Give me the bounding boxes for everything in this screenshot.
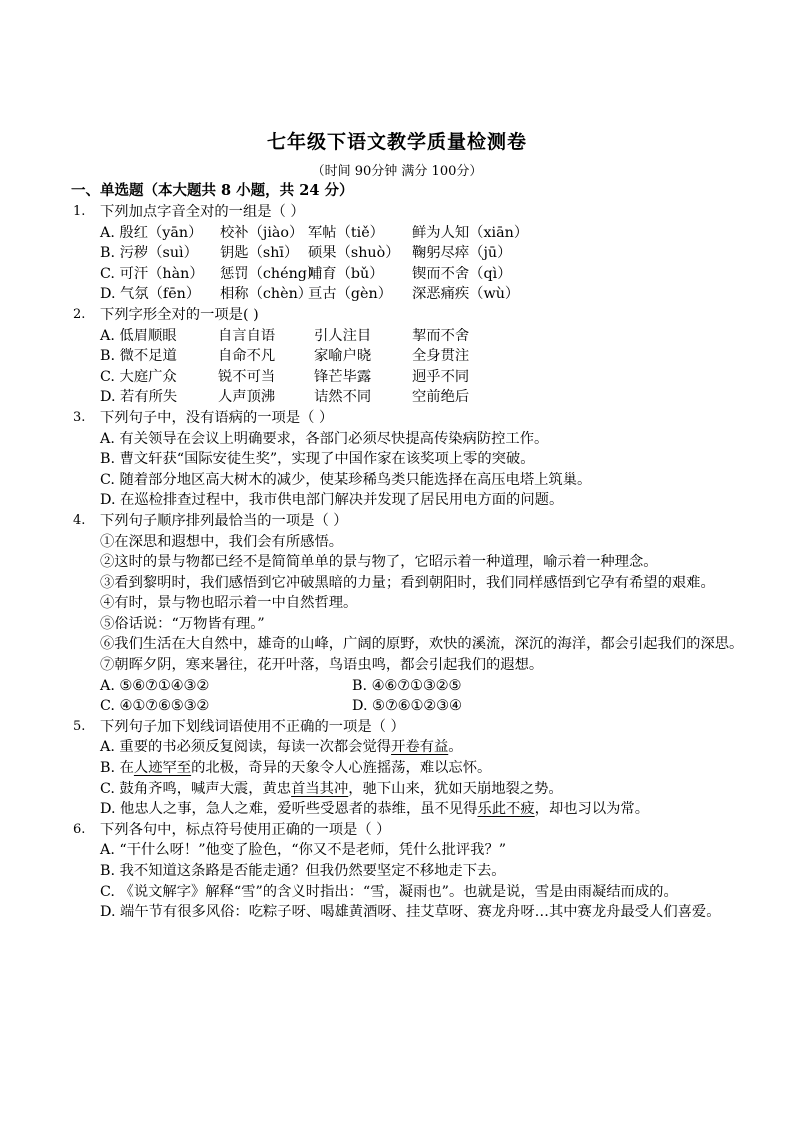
option-line: C. 随着部分地区高大树木的减少，使某珍稀鸟类只能选择在高压电塔上筑巢。 [100,471,592,488]
option-line [0,758,794,779]
question-5 [0,717,794,820]
option-text: A. 重要的书必须反复阅读，每读一次都会觉得 [100,739,392,756]
option-item: 亘古（gèn） [308,286,393,303]
sentence-line: ⑤俗话说：“万物皆有理。” [100,615,265,632]
option-item: 挈而不舍 [412,327,470,344]
question-stem: 下列字形全对的一项是( ) [100,306,259,323]
option-item: B. 污秽（suì） [100,245,198,262]
option-row-a [0,223,794,244]
option-text: ，却也习以为常。 [534,801,650,818]
option-line: A. 有关领导在会议上明确要求，各部门必须尽快提高传染病防控工作。 [100,430,549,447]
option-item: D. 气氛（fēn） [100,286,201,303]
option-row-c [0,264,794,285]
question-number: 3. [73,409,86,425]
sentence-line: ⑦朝晖夕阴，寒来暑往，花开叶落，鸟语虫鸣，都会引起我们的遐想。 [100,657,544,674]
sentence-line: ③看到黎明时，我们感悟到它冲破黑暗的力量；看到朝阳时，我们同样感悟到它孕有希望的艰难。 [100,574,715,591]
option-line: D. 端午节有很多风俗：吃粽子呀、喝雄黄酒呀、挂艾草呀、赛龙舟呀…其中赛龙舟最受人们喜爱。 [100,904,721,921]
question-number: 4. [73,512,86,528]
option-item: 惩罚（chéng） [220,265,322,282]
option-line: A. “干什么呀！”他变了脸色，“你又不是老师，凭什么批评我？” [100,842,507,859]
question-number: 5. [73,718,86,734]
option-text: 的北极，奇异的天象令人心旌摇荡，难以忘怀。 [191,760,492,777]
choice-item: C. ④①⑦⑥⑤③② [100,698,210,715]
question-stem: 下列句子中，没有语病的一项是（ ） [100,409,334,426]
choice-item: A. ⑤⑥⑦①④③② [100,677,210,694]
option-item: 空前绝后 [412,389,470,406]
option-line [0,737,794,758]
option-item: 深恶痛疾（wù） [412,286,520,303]
option-item: 自命不凡 [218,348,276,365]
option-item: 鞠躬尽瘁（jū） [412,245,512,262]
option-row-b [0,346,794,367]
option-text: 。 [448,739,463,756]
option-item: 人声顶沸 [218,389,276,406]
question-number: 1. [73,204,86,219]
option-row-d [0,284,794,305]
sentence-line: ①在深思和遐想中，我们会有所感悟。 [100,533,344,550]
option-item: 相称（chèn） [220,286,313,303]
option-line [0,799,794,820]
option-item: 锐不可当 [218,368,276,385]
question-number: 6. [73,821,86,837]
question-stem: 下列各句中，标点符号使用正确的一项是（ ） [100,821,391,838]
underlined-phrase: 乐此不疲 [477,801,535,818]
option-text: ，驰下山来，犹如天崩地裂之势。 [348,780,563,797]
option-row-a [0,326,794,347]
choice-item: D. ⑤⑦⑥①②③④ [352,698,462,715]
option-line: B. 我不知道这条路是否能走通？但我仍然要坚定不移地走下去。 [100,863,506,879]
question-list [0,202,794,923]
sentence-line: ⑥我们生活在大自然中，雄奇的山峰，广阔的原野，欢快的溪流，深沉的海洋，都会引起我们的深思。 [100,636,744,653]
page-title: 七年级下语文教学质量检测卷 [266,131,527,153]
option-item: C. 大庭广众 [100,368,177,385]
option-item: 哺育（bǔ） [308,265,384,282]
option-item: 军帖（tiě） [308,224,384,241]
choice-row [0,676,794,697]
choice-row [0,696,794,717]
question-1 [0,202,794,305]
exam-info: （时间 90分钟 满分 100分） [311,164,483,179]
option-text: C. 鼓角齐鸣，喊声大震，黄忠 [100,780,292,797]
option-item: D. 若有所失 [100,389,178,406]
sentence-line: ②这时的景与物都已经不是简简单单的景与物了，它昭示着一种道理，喻示着一种理念。 [100,554,658,571]
choice-item: B. ④⑥⑦①③②⑤ [352,677,462,694]
option-item: B. 微不足道 [100,348,177,365]
option-line: C. 《说文解字》解释“雪”的含义时指出：“雪，凝雨也”。也就是说，雪是由雨凝结而成的。 [100,883,678,900]
option-row-c [0,367,794,388]
option-line [0,779,794,800]
option-item: 迥乎不同 [412,368,470,385]
option-item: 锋芒毕露 [314,368,372,385]
sentence-line: ④有时，景与物也昭示着一中自然哲理。 [100,595,358,612]
option-item: A. 殷红（yān） [100,224,203,241]
question-6 [0,820,794,923]
question-3 [0,408,794,511]
option-row-b [0,243,794,264]
option-item: 锲而不舍（qì） [412,265,512,282]
option-item: 硕果（shuò） [308,245,400,262]
question-stem: 下列句子加下划线词语使用不正确的一项是（ ） [100,718,405,735]
option-item: 校补（jiào） [220,224,304,241]
option-text: D. 他忠人之事，急人之难，爱听些受恩者的恭维，虽不见得 [100,801,478,818]
question-stem: 下列句子顺序排列最恰当的一项是（ ） [100,512,348,529]
option-item: 全身贯注 [412,348,470,365]
option-item: 诘然不同 [314,389,372,406]
option-item: C. 可汗（hàn） [100,265,204,282]
option-line: D. 在巡检排查过程中，我市供电部门解决并发现了居民用电方面的问题。 [100,492,564,509]
option-item: A. 低眉顺眼 [100,327,177,344]
option-line: B. 曹文轩获“国际安徒生奖”，实现了中国作家在该奖项上零的突破。 [100,451,535,468]
option-item: 引人注目 [314,327,372,344]
underlined-phrase: 首当其冲 [291,780,349,797]
option-row-d [0,387,794,408]
question-2 [0,305,794,408]
option-item: 家喻户晓 [314,348,372,365]
option-item: 钥匙（shī） [220,245,299,262]
underlined-phrase: 人迹罕至 [133,760,192,777]
option-item: 自言自语 [218,327,276,344]
question-stem: 下列加点字音全对的一组是（ ） [100,204,305,220]
underlined-phrase: 开卷有益 [391,739,449,756]
option-text: B. 在 [100,760,134,777]
question-4 [0,511,794,717]
option-item: 鲜为人知（xiān） [412,224,529,241]
section-heading: 一、单选题（本大题共 8 小题，共 24 分） [71,182,354,199]
question-number: 2. [73,306,86,322]
